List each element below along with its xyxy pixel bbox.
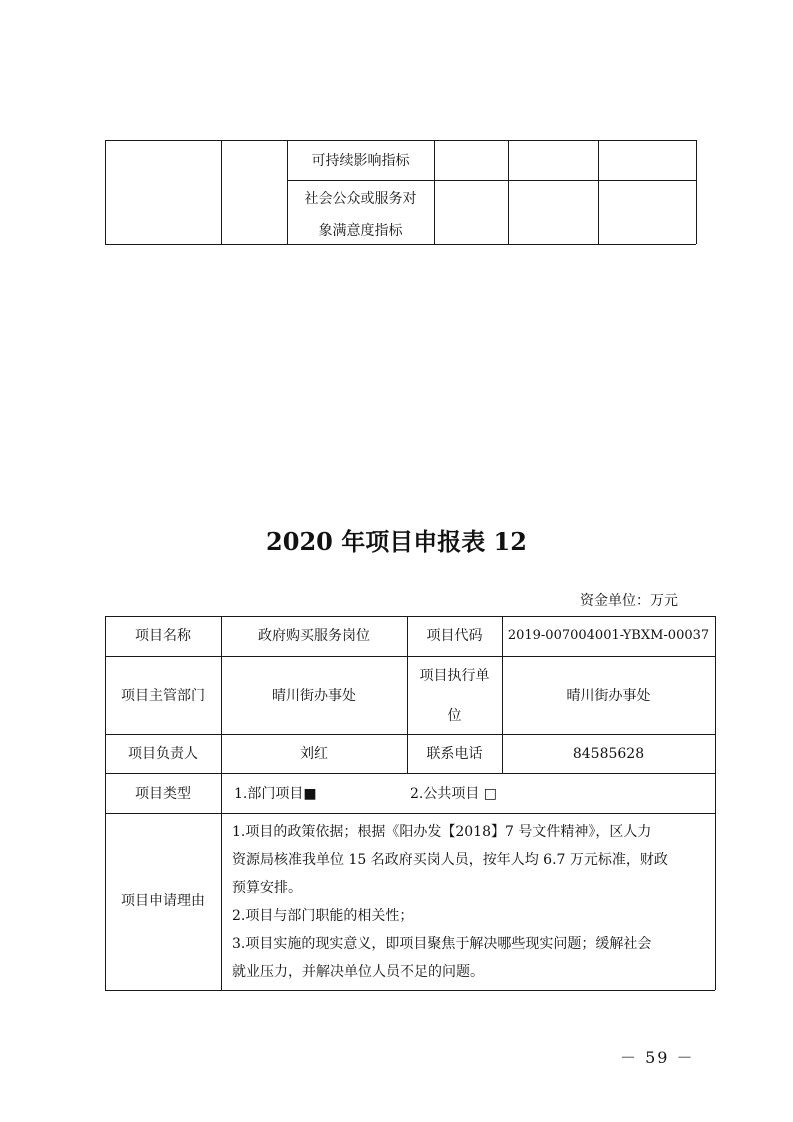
department-label: 项目主管部门 [121, 688, 205, 704]
department-value: 晴川街办事处 [272, 688, 356, 704]
project-type-label: 项目类型 [135, 786, 191, 802]
reason-line: 预算安排。 [232, 880, 302, 896]
page-title: 2020 年项目申报表 12 [266, 527, 527, 556]
phone-label: 联系电话 [426, 746, 483, 762]
indicator-sustainable-impact: 可持续影响指标 [311, 153, 410, 169]
fund-unit-label: 资金单位：万元 [580, 593, 678, 609]
leader-label: 项目负责人 [128, 746, 198, 762]
phone-value: 84585628 [572, 746, 645, 762]
exec-unit-label-line1: 项目执行单 [419, 668, 490, 684]
indicator-satisfaction-line1: 社会公众或服务对 [304, 191, 417, 207]
project-name-value: 政府购买服务岗位 [258, 628, 370, 644]
project-type-option-public: 2.公共项目 □ [410, 786, 498, 802]
reason-line: 1.项目的政策依据；根据《阳办发【2018】7 号文件精神》，区人力 [232, 824, 652, 840]
reason-line: 2.项目与部门职能的相关性； [232, 908, 414, 924]
leader-value: 刘红 [300, 746, 328, 762]
project-code-label: 项目代码 [426, 628, 483, 644]
indicator-satisfaction-line2: 象满意度指标 [318, 223, 403, 239]
project-name-label: 项目名称 [135, 628, 191, 644]
application-reason-label: 项目申请理由 [121, 893, 205, 909]
exec-unit-value: 晴川街办事处 [566, 688, 651, 704]
application-reason-text [232, 818, 710, 986]
project-code-value: 2019-007004001-YBXM-00037 [507, 628, 710, 643]
exec-unit-label-line2: 位 [447, 708, 462, 724]
reason-line: 资源局核准我单位 15 名政府买岗人员，按年人均 6.7 万元标准，财政 [232, 852, 668, 868]
reason-line: 就业压力，并解决单位人员不足的问题。 [232, 964, 484, 980]
reason-line: 3.项目实施的现实意义，即项目聚焦于解决哪些现实问题；缓解社会 [232, 936, 652, 952]
project-type-option-department: 1.部门项目■ [234, 786, 317, 802]
page-number: － 59 － [620, 1048, 695, 1067]
